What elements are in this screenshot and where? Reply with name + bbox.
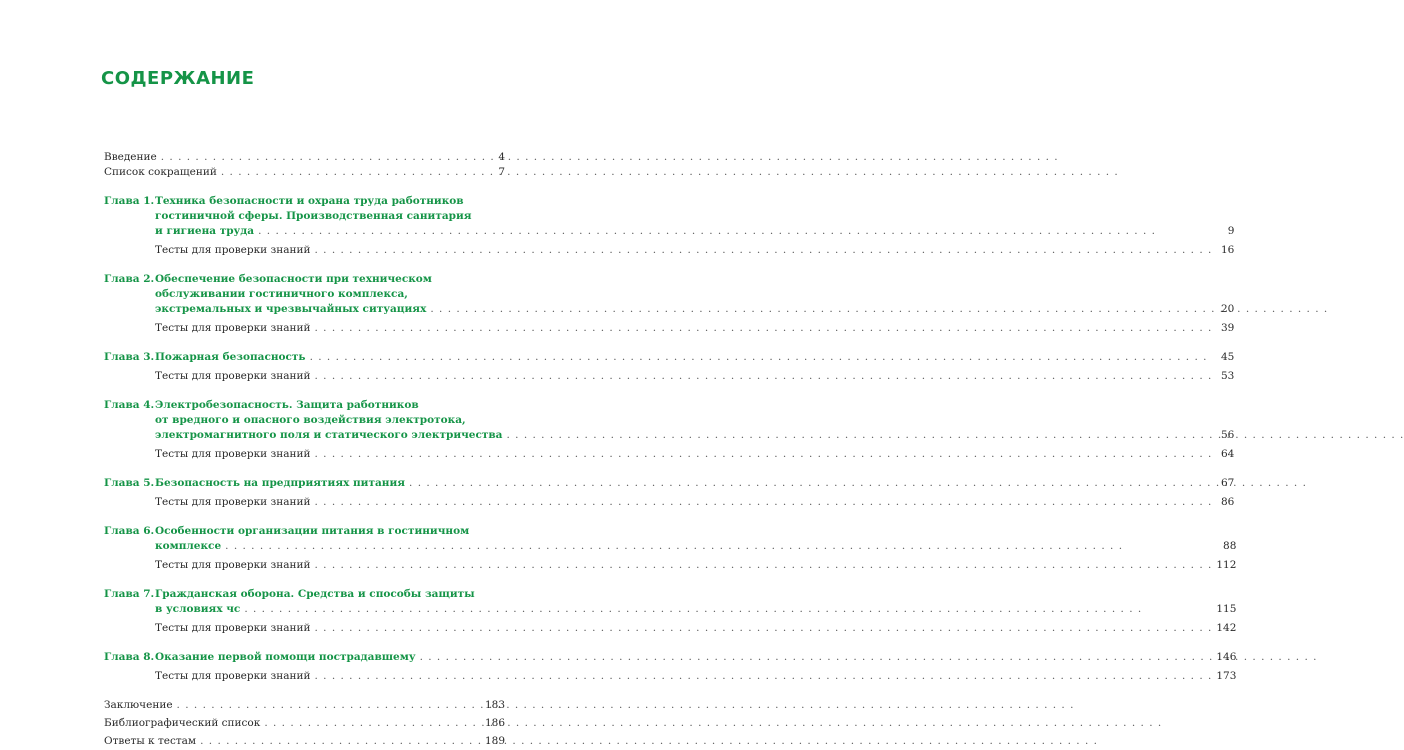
toc-entry-title: Заключение (104, 699, 173, 711)
chapter-title-line: обслуживании гостиничного комплекса, (155, 288, 408, 300)
leader-dots (420, 650, 1213, 665)
tests-title: Тесты для проверки знаний (155, 559, 311, 571)
leader-dots (314, 495, 1212, 510)
leader-dots (225, 539, 1214, 554)
chapter-label: Глава 7. (104, 588, 155, 600)
tests-page: 142 (1216, 622, 1237, 634)
toc-entry-title: Библиографический список (104, 717, 261, 729)
chapter-page: 146 (1216, 651, 1237, 663)
chapter-page: 56 (1221, 429, 1235, 441)
toc-entry-abbreviations[interactable] (104, 165, 505, 180)
chapter-title-line: от вредного и опасного воздействия электротока, (155, 414, 466, 426)
chapter-label: Глава 2. (104, 273, 155, 285)
toc-entry-page: 7 (498, 166, 505, 178)
tests-page: 86 (1221, 496, 1235, 508)
tests-title: Тесты для проверки знаний (155, 496, 311, 508)
tests-entry[interactable] (155, 447, 1234, 462)
tests-entry[interactable] (155, 621, 1236, 636)
page-title: СОДЕРЖАНИЕ (101, 68, 255, 89)
leader-dots (506, 428, 1212, 443)
chapter-title-line: Обеспечение безопасности при техническом (155, 273, 432, 285)
leader-dots (314, 621, 1212, 636)
chapter-entry-1[interactable] (104, 194, 1235, 258)
tests-page: 53 (1221, 370, 1235, 382)
leader-dots (177, 698, 481, 713)
toc-entry-introduction[interactable] (104, 150, 505, 165)
chapter-title-line: гостиничной сферы. Производственная санитария (155, 210, 472, 222)
chapter-entry-3[interactable] (104, 350, 1235, 384)
leader-dots (409, 476, 1212, 491)
leader-dots (244, 602, 1212, 617)
chapter-page: 9 (1227, 225, 1235, 237)
toc-entry-bibliography[interactable] (104, 716, 505, 731)
leader-dots (314, 369, 1212, 384)
chapter-title-last-line (155, 428, 1234, 443)
leader-dots (258, 224, 1212, 239)
chapter-label: Глава 5. (104, 477, 155, 489)
tests-page: 64 (1221, 448, 1235, 460)
tests-title: Тесты для проверки знаний (155, 370, 311, 382)
leader-dots (314, 669, 1212, 684)
leader-dots (314, 243, 1212, 258)
chapter-title-text: и гигиена труда (155, 225, 255, 237)
chapter-title-last-line (155, 302, 1234, 317)
tests-page: 112 (1216, 559, 1237, 571)
leader-dots (200, 734, 481, 749)
chapter-page: 88 (1223, 540, 1237, 552)
tests-page: 39 (1221, 322, 1235, 334)
toc-entry-page: 186 (484, 717, 505, 729)
chapter-title-text: экстремальных и чрезвычайных ситуациях (155, 303, 427, 315)
chapter-title-last-line (155, 650, 1236, 665)
tests-title: Тесты для проверки знаний (155, 322, 311, 334)
chapter-entry-8[interactable] (104, 650, 1237, 684)
chapter-page: 45 (1221, 351, 1235, 363)
chapter-title-line: Гражданская оборона. Средства и способы защиты (155, 588, 475, 600)
leader-dots (310, 350, 1213, 365)
chapter-entry-6[interactable] (104, 524, 1237, 573)
chapter-label: Глава 3. (104, 351, 155, 363)
tests-entry[interactable] (155, 369, 1234, 384)
toc-entry-page: 183 (484, 699, 505, 711)
leader-dots (314, 321, 1212, 336)
toc-entry-page: 4 (498, 151, 505, 163)
chapter-title-last-line (155, 224, 1234, 239)
toc-entry-answers[interactable] (104, 734, 505, 749)
chapter-title-last-line (155, 602, 1236, 617)
tests-entry[interactable] (155, 243, 1234, 258)
chapter-title-text: в условиях чс (155, 603, 241, 615)
chapter-entry-2[interactable] (104, 272, 1235, 336)
chapter-label: Глава 4. (104, 399, 155, 411)
tests-entry[interactable] (155, 558, 1236, 573)
chapter-title-last-line (155, 539, 1236, 554)
leader-dots (314, 558, 1212, 573)
toc-entry-title: Список сокращений (104, 166, 217, 178)
chapter-page: 67 (1221, 477, 1235, 489)
toc-entry-page: 189 (484, 735, 505, 747)
chapter-title-text: Безопасность на предприятиях питания (155, 477, 406, 489)
leader-dots (161, 150, 483, 165)
table-of-contents (104, 150, 1237, 749)
chapter-title-last-line (155, 476, 1234, 491)
toc-entry-title: Ответы к тестам (104, 735, 197, 747)
chapter-title-text: Пожарная безопасность (155, 351, 306, 363)
tests-title: Тесты для проверки знаний (155, 244, 311, 256)
toc-entry-title: Введение (104, 151, 157, 163)
leader-dots (221, 165, 483, 180)
chapter-entry-7[interactable] (104, 587, 1237, 636)
chapter-title-line: Техника безопасности и охрана труда работников (155, 195, 464, 207)
tests-title: Тесты для проверки знаний (155, 448, 311, 460)
tests-title: Тесты для проверки знаний (155, 622, 311, 634)
chapter-page: 115 (1216, 603, 1237, 615)
tests-entry[interactable] (155, 321, 1234, 336)
tests-title: Тесты для проверки знаний (155, 670, 311, 682)
chapter-title-text: комплексе (155, 540, 222, 552)
leader-dots (314, 447, 1212, 462)
chapter-entry-5[interactable] (104, 476, 1235, 510)
chapter-label: Глава 8. (104, 651, 155, 663)
tests-page: 16 (1221, 244, 1235, 256)
chapter-label: Глава 1. (104, 195, 155, 207)
tests-entry[interactable] (155, 495, 1234, 510)
tests-page: 173 (1216, 670, 1237, 682)
tests-entry[interactable] (155, 669, 1236, 684)
chapter-title-text: электромагнитного поля и статического электричества (155, 429, 503, 441)
chapter-title-line: Особенности организации питания в гостиничном (155, 525, 470, 537)
chapter-list (104, 180, 1237, 684)
leader-dots (264, 716, 481, 731)
toc-entry-conclusion[interactable] (104, 698, 505, 713)
chapter-page: 20 (1221, 303, 1235, 315)
chapter-label: Глава 6. (104, 525, 155, 537)
chapter-entry-4[interactable] (104, 398, 1235, 462)
chapter-title-line: Электробезопасность. Защита работников (155, 399, 419, 411)
leader-dots (430, 302, 1212, 317)
chapter-title-last-line (155, 350, 1234, 365)
chapter-title-text: Оказание первой помощи пострадавшему (155, 651, 416, 663)
